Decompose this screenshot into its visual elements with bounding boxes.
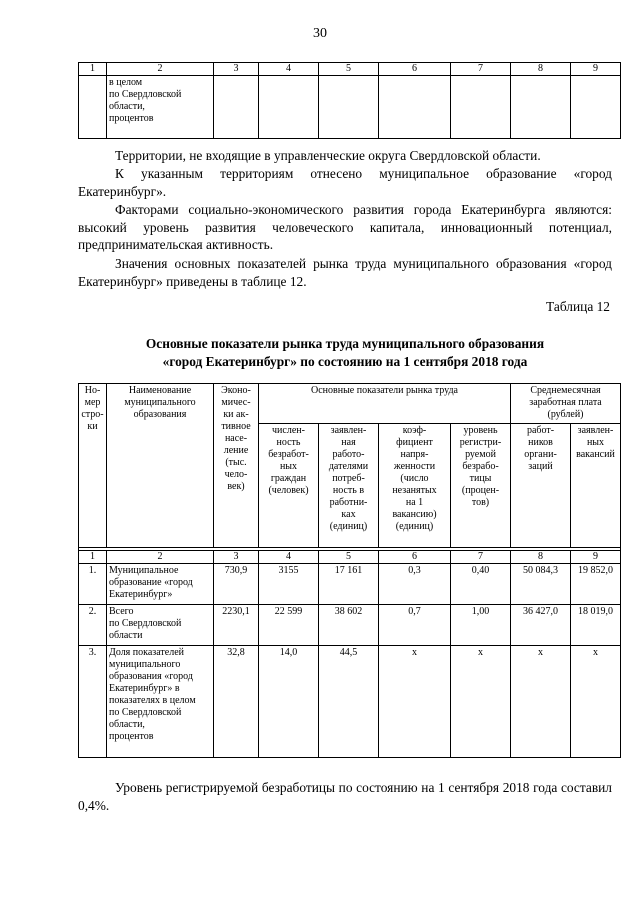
col-num: 4 [259, 551, 319, 564]
page-number: 30 [313, 26, 327, 41]
col-num: 6 [379, 551, 451, 564]
col-num: 1 [79, 551, 107, 564]
column-number-row [79, 551, 621, 564]
column-number-row [79, 63, 621, 76]
header-demand: заявлен- ная работо- дателями потреб- ность в работни- ках (единиц) [319, 424, 379, 548]
paragraph-factors: Факторами социально-экономического развития города Екатеринбурга являются: высокий уровень развития человеческого капитала, инновационный потенциал, предпринимательская активность. [78, 202, 612, 253]
tension-value: х [379, 646, 451, 758]
wage-vac-value: 18 019,0 [571, 605, 621, 646]
header-wage-organizations: работ- ников органи- заций [511, 424, 571, 548]
population-value: 730,9 [214, 564, 259, 605]
paragraph-ekaterinburg: К указанным территориям отнесено муниципальное образование «город Екатеринбург». [78, 166, 612, 199]
cell [214, 76, 259, 139]
header-row-number: Но- мер стро- ки [79, 384, 107, 548]
col-num: 2 [107, 63, 214, 76]
unemployed-value: 3155 [259, 564, 319, 605]
cell [571, 76, 621, 139]
row-label: в целом по Свердловской области, процентов [107, 76, 214, 139]
col-num: 9 [571, 63, 621, 76]
demand-value: 38 602 [319, 605, 379, 646]
header-average-wage: Среднемесячная заработная плата (рублей) [511, 384, 621, 424]
municipality-name: Всего по Свердловской области [107, 605, 214, 646]
header-row-1 [79, 384, 621, 424]
rate-value: х [451, 646, 511, 758]
col-num: 7 [451, 551, 511, 564]
wage-org-value: х [511, 646, 571, 758]
col-num: 5 [319, 63, 379, 76]
table-label: Таблица 12 [546, 299, 610, 314]
cell [259, 76, 319, 139]
unemployed-value: 22 599 [259, 605, 319, 646]
wage-org-value: 50 084,3 [511, 564, 571, 605]
cell [511, 76, 571, 139]
labor-market-table [78, 383, 621, 758]
row-number: 2. [79, 605, 107, 646]
table-row [79, 605, 621, 646]
unemployed-value: 14,0 [259, 646, 319, 758]
col-num: 9 [571, 551, 621, 564]
header-wage-vacancies: заявлен- ных вакансий [571, 424, 621, 548]
col-num: 2 [107, 551, 214, 564]
col-num: 3 [214, 551, 259, 564]
continued-table [78, 62, 621, 139]
cell [379, 76, 451, 139]
paragraph-values: Значения основных показателей рынка труда муниципального образования «город Екатеринбург» приведены в таблице 12. [78, 256, 612, 289]
rate-value: 0,40 [451, 564, 511, 605]
paragraph-territories: Территории, не входящие в управленческие округа Свердловской области. [115, 148, 541, 163]
header-labor-indicators: Основные показатели рынка труда [259, 384, 511, 424]
header-population: Эконо- мичес- ки ак- тивное насе- ление (тыс. чело- век) [214, 384, 259, 548]
wage-org-value: 36 427,0 [511, 605, 571, 646]
col-num: 6 [379, 63, 451, 76]
cell [79, 76, 107, 139]
table-title: Основные показатели рынка труда муниципального образования «город Екатеринбург» по состоянию на 1 сентября 2018 года [145, 336, 545, 369]
demand-value: 17 161 [319, 564, 379, 605]
table-row [79, 646, 621, 758]
col-num: 1 [79, 63, 107, 76]
table-row [79, 76, 621, 139]
col-num: 8 [511, 63, 571, 76]
col-num: 7 [451, 63, 511, 76]
header-unemployment-rate: уровень регистри- руемой безрабо- тицы (процен- тов) [451, 424, 511, 548]
population-value: 32,8 [214, 646, 259, 758]
col-num: 8 [511, 551, 571, 564]
cell [451, 76, 511, 139]
tension-value: 0,7 [379, 605, 451, 646]
wage-vac-value: х [571, 646, 621, 758]
cell [319, 76, 379, 139]
header-unemployed: числен- ность безработ- ных граждан (человек) [259, 424, 319, 548]
col-num: 4 [259, 63, 319, 76]
municipality-name: Муниципальное образование «город Екатеринбург» [107, 564, 214, 605]
table-row [79, 564, 621, 605]
col-num: 3 [214, 63, 259, 76]
col-num: 5 [319, 551, 379, 564]
header-municipality: Наименование муниципального образования [107, 384, 214, 548]
rate-value: 1,00 [451, 605, 511, 646]
row-number: 3. [79, 646, 107, 758]
paragraph-unemployment-rate: Уровень регистрируемой безработицы по состоянию на 1 сентября 2018 года составил 0,4%. [78, 780, 612, 813]
row-number: 1. [79, 564, 107, 605]
municipality-name: Доля показателей муниципального образования «город Екатеринбург» в показателях в целом по Свердловской области, процентов [107, 646, 214, 758]
wage-vac-value: 19 852,0 [571, 564, 621, 605]
tension-value: 0,3 [379, 564, 451, 605]
demand-value: 44,5 [319, 646, 379, 758]
population-value: 2230,1 [214, 605, 259, 646]
header-tension-coefficient: коэф- фициент напря- женности (число незанятых на 1 вакансию) (единиц) [379, 424, 451, 548]
